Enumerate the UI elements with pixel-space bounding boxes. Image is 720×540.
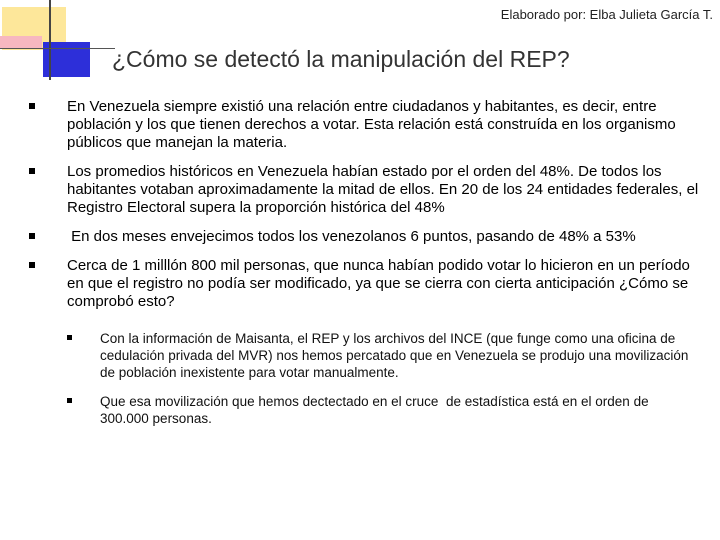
square-bullet-icon [67, 398, 72, 403]
bullet-text: En Venezuela siempre existió una relación entre ciudadanos y habitantes, es decir, entre población y los que tienen derechos a votar. Esta relación está construída en los organismo públicos que manejan la materia. [67, 98, 676, 151]
bullet-text: Cerca de 1 milllón 800 mil personas, que nunca habían podido votar lo hicieron en un período en que el registro no podía ser modificado, ya que se cierra con cierta anticipación ¿Cómo se comprobó esto? [67, 257, 690, 310]
bullet-item [29, 228, 701, 246]
square-bullet-icon [29, 233, 35, 239]
square-bullet-icon [29, 168, 35, 174]
bullet-item [29, 163, 701, 217]
square-bullet-icon [29, 103, 35, 109]
decor-vertical-line [49, 0, 51, 80]
bullet-text: En dos meses envejecimos todos los venezolanos 6 puntos, pasando de 48% a 53% [67, 228, 636, 245]
square-bullet-icon [67, 335, 72, 340]
sub-bullet-item [67, 393, 701, 427]
slide-title: ¿Cómo se detectó la manipulación del REP? [112, 46, 570, 72]
bullet-text: Los promedios históricos en Venezuela habían estado por el orden del 48%. De todos los habitantes votaban aproximadamente la mitad de ellos. En 20 de los 24 entidades federales, el Registro Electoral supera la proporción histórica del 48% [67, 163, 699, 216]
sub-bullet-item [67, 330, 701, 381]
bullet-item [29, 257, 701, 427]
sub-bullet-list [67, 330, 701, 427]
bullet-item [29, 98, 701, 152]
bullet-list [29, 98, 701, 439]
square-bullet-icon [29, 262, 35, 268]
sub-bullet-text: Que esa movilización que hemos dectectado en el cruce de estadística está en el orden de 300.000 personas. [100, 394, 653, 426]
decor-horizontal-line [0, 48, 115, 49]
author-credit: Elaborado por: Elba Julieta García T. [500, 7, 713, 22]
decor-pink-bar [0, 36, 42, 48]
sub-bullet-text: Con la información de Maisanta, el REP y los archivos del INCE (que funge como una oficina de cedulación privada del MVR) nos hemos percatado que en Venezuela se produjo una movilización de población inexistente para votar manualmente. [100, 331, 689, 380]
